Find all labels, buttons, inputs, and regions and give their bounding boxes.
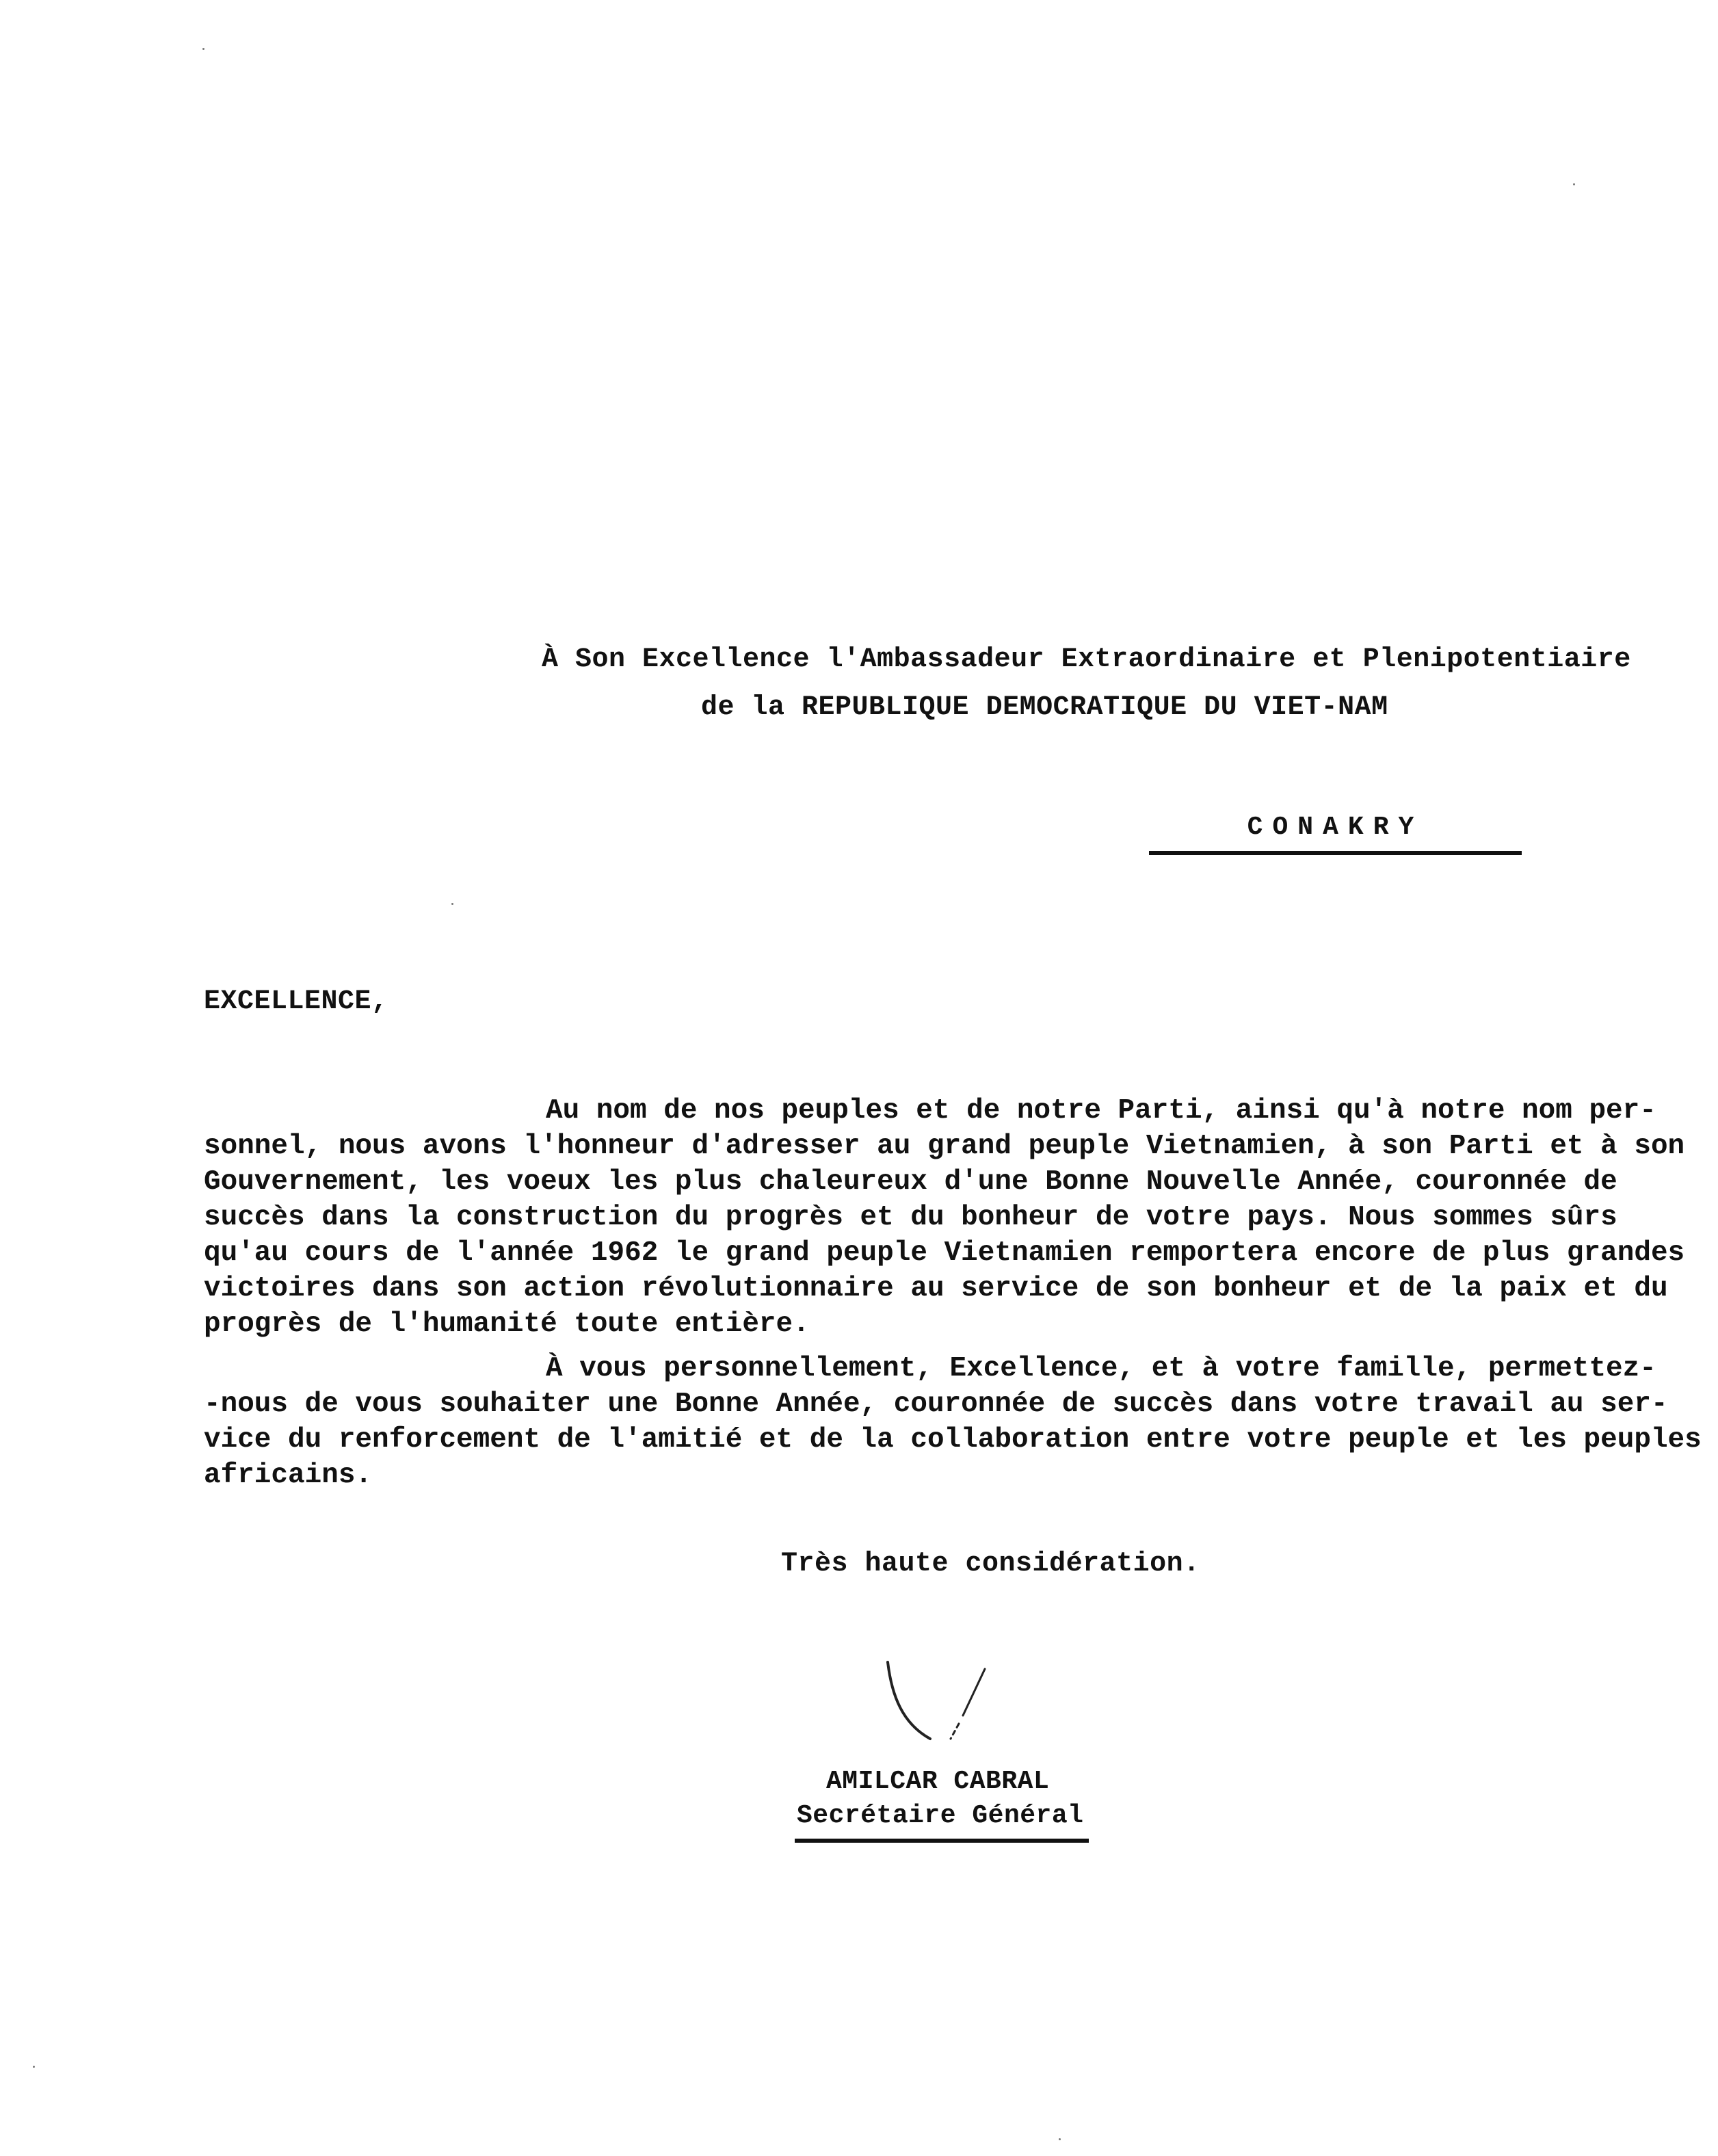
paper-speck: [202, 48, 204, 50]
paragraph-line: -nous de vous souhaiter une Bonne Année, couronnée de succès dans votre travail au ser-: [204, 1389, 1668, 1420]
signer-name: AMILCAR CABRAL: [826, 1767, 1050, 1796]
addressee-line-1: À Son Excellence l'Ambassadeur Extraordinaire et Plenipotentiaire: [542, 644, 1631, 675]
paragraph-line: victoires dans son action révolutionnaire au service de son bonheur et de la paix et du: [204, 1273, 1668, 1304]
paragraph-line: vice du renforcement de l'amitié et de la collaboration entre votre peuple et les peuples: [204, 1424, 1702, 1456]
paragraph-line: Gouvernement, les voeux les plus chaleureux d'une Bonne Nouvelle Année, couronnée de: [204, 1166, 1617, 1198]
signer-title-underline: [795, 1839, 1089, 1843]
city-underline: [1149, 851, 1522, 855]
paper-speck: [1573, 183, 1575, 185]
body-paragraph-1: [204, 1093, 1685, 1342]
paper-speck: [33, 2066, 35, 2068]
signer-title: Secrétaire Général: [797, 1801, 1084, 1830]
paragraph-line: qu'au cours de l'année 1962 le grand peuple Vietnamien remportera encore de plus grandes: [204, 1237, 1685, 1269]
paragraph-line: Au nom de nos peuples et de notre Parti, ainsi qu'à notre nom per-: [546, 1095, 1656, 1127]
paper-speck: [451, 903, 453, 905]
paragraph-line: À vous personnellement, Excellence, et à votre famille, permettez-: [546, 1353, 1656, 1384]
closing-formula: Très haute considération.: [781, 1549, 1200, 1579]
paragraph-line: sonnel, nous avons l'honneur d'adresser au grand peuple Vietnamien, à son Parti et à son: [204, 1131, 1685, 1162]
addressee-line-2: de la REPUBLIQUE DEMOCRATIQUE DU VIET-NAM: [701, 692, 1388, 723]
body-paragraph-2: [204, 1351, 1702, 1493]
paper-speck: [1059, 2138, 1061, 2140]
salutation: EXCELLENCE,: [204, 986, 388, 1017]
city-heading: CONAKRY: [1247, 813, 1424, 842]
paragraph-line: succès dans la construction du progrès et du bonheur de votre pays. Nous sommes sûrs: [204, 1202, 1617, 1233]
paragraph-line: africains.: [204, 1460, 373, 1491]
paragraph-line: progrès de l'humanité toute entière.: [204, 1309, 810, 1340]
signature-mark: [882, 1655, 1005, 1758]
